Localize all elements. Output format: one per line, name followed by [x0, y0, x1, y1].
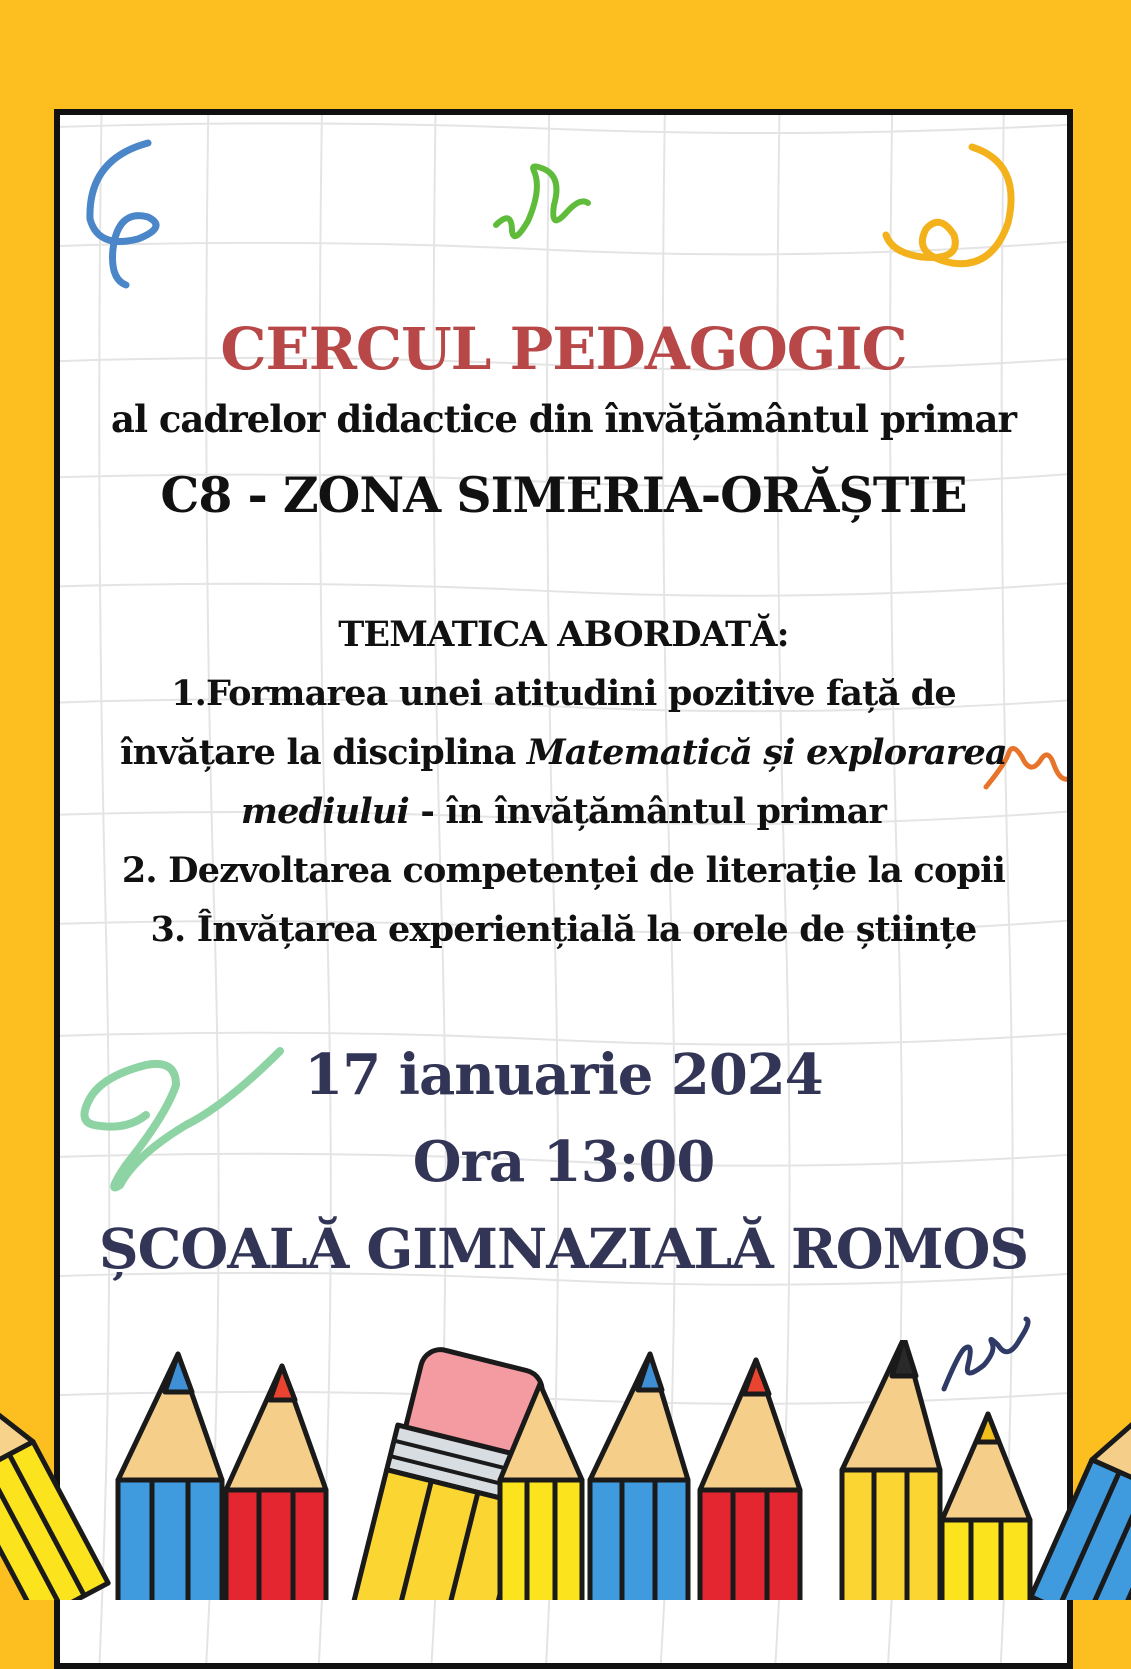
yellow-squiggle-icon [882, 143, 1022, 273]
event-date: 17 ianuarie 2024 [304, 1042, 823, 1108]
topic-1-line-1: 1.Formarea unei atitudini pozitive față de [171, 673, 956, 714]
blue-pencil-icon [118, 1354, 222, 1600]
topic-2: 2. Dezvoltarea competenței de literație la copii [121, 850, 1006, 891]
topic-1-line-3-plain: - în învățământul primar [409, 791, 887, 832]
zone-heading: C8 - ZONA SIMERIA-ORĂȘTIE [160, 466, 967, 524]
topics-section [60, 605, 1067, 959]
blue-pencil-icon [590, 1354, 688, 1600]
yellow-pencil-icon [842, 1340, 940, 1600]
topic-1-line-3 [60, 782, 1067, 841]
subtitle: al cadrelor didactice din învățământul primar [110, 397, 1017, 441]
event-hour: Ora 13:00 [412, 1129, 715, 1195]
yellow-pencil-icon [942, 1414, 1030, 1600]
topic-1-line-3-italic: mediului [240, 791, 410, 832]
topics-heading: TEMATICA ABORDATĂ: [338, 614, 789, 655]
topic-1-line-2-italic: Matematică și explorarea [526, 732, 1007, 773]
yellow-pencil-icon [0, 1362, 108, 1600]
pencils-border [0, 1340, 1131, 1600]
green-squiggle-icon [492, 161, 592, 245]
topic-1-line-2-plain: învățare la disciplina [120, 732, 527, 773]
blue-squiggle-icon [78, 139, 168, 289]
blue-pencil-icon [1031, 1368, 1131, 1600]
event-details [60, 1030, 1067, 1294]
topic-1-line-2 [60, 723, 1067, 782]
red-pencil-icon [226, 1366, 326, 1600]
red-pencil-icon [700, 1360, 800, 1600]
topic-3: 3. Învățarea experiențială la orele de științe [150, 909, 977, 950]
event-venue: ȘCOALĂ GIMNAZIALĂ ROMOS [98, 1216, 1029, 1281]
page-title: CERCUL PEDAGOGIC [220, 315, 907, 383]
